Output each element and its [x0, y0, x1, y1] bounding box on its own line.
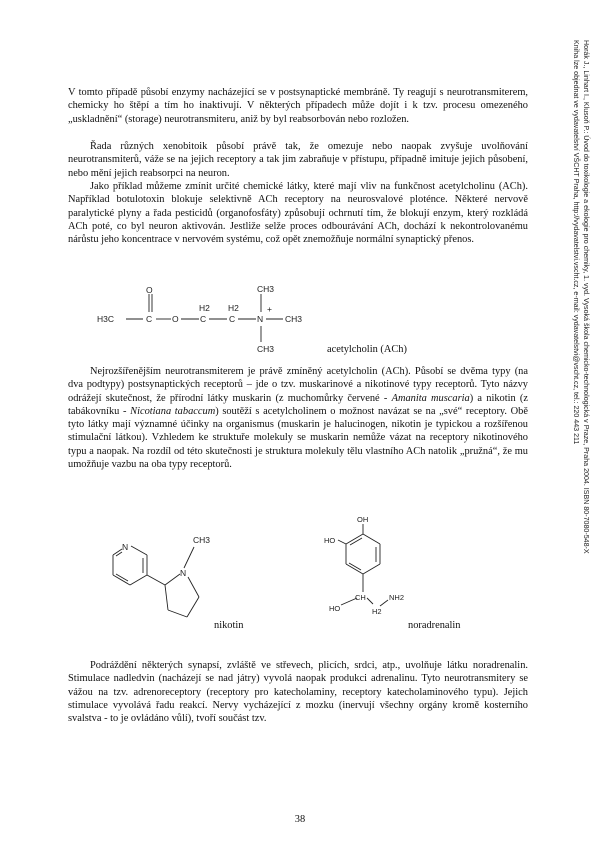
ach-carbon-carbonyl: C [146, 314, 153, 324]
citation-sidebar [543, 40, 593, 600]
receptors-text-a: Nejrozšířenějším neurotransmiterem je právě zmíněný acetylcholin (ACh). Působí se dvěma typy (na dva podtypy) postsynaptických receptorů – jde o tzv. muskarinové a nikotinové typy receptorů. Tyto názvy odrážejí skutečnost, že přírodní látky muskarin (z muchomůrky červené - [68, 366, 528, 404]
ach-h2-b: H2 [228, 303, 239, 313]
nicotine-methyl: CH3 [193, 535, 211, 545]
ach-methyl-top: CH3 [257, 284, 275, 294]
nicotine-pyrrolidine-nitrogen: N [180, 568, 187, 578]
ach-plus-charge: + [267, 304, 272, 314]
nicotine-pyridine-nitrogen: N [122, 542, 129, 552]
paragraph-receptors [68, 365, 528, 471]
ach-carbon-a: C [200, 314, 207, 324]
paragraph-xenobiotics: Řada různých xenobitoik působí právě tak, že omezuje nebo naopak zvyšuje uvolňování neurotransmiterů, váže se na jejich receptory a tak jim zabraňuje v přístupu, případně imituje jejich působení, nebo mění jejich reabsorpci na neuron. [68, 141, 528, 179]
page-number: 38 [294, 814, 306, 825]
ach-nitrogen: N [257, 314, 264, 324]
noradrenaline-nh2: NH2 [389, 593, 405, 602]
ach-carbon-b: C [229, 314, 236, 324]
noradrenaline-caption: noradrenalin [408, 620, 461, 631]
noradrenaline-ho-left: HO [324, 536, 336, 545]
ach-methyl-right: CH3 [285, 314, 303, 324]
receptors-text-c: ) soutěží s acetylcholinem o možnost navázat se na „své“ receptory. Obě tyto látky mají významné účinky na organismus (muskarin je halucinogen, nikotin je typickou a rozšířenou stimulační látkou). Vzhledem ke struktuře molekuly se muskarin nemůže vázat na receptory nikotinového typu a naopak. Na rozdíl od této skutečnosti je struktura molekuly tělu vlastního ACh natolik „pružná“, že mu umožňuje vazbu na oba typy receptorů. [68, 405, 528, 471]
paragraph-noradrenaline: Podráždění některých synapsí, zvláště ve střevech, plicích, srdci, atp., uvolňuje látku noradrenalin. Stimulace nadledvin (nacházejí se nad játry) vyvolá naopak produkci adrenalinu. Tyto neurotransmitery se vážou na tzv. adrenoreceptory (receptory pro katecholaminy, receptory katecholaminového typu). Jejich stimulace vyvolává řadu reakcí. Nervy vycházející z mozku (inervují všechny orgány kromě kosterního svalstva - to je ovládáno vůlí), tvoří součást tzv. [68, 660, 528, 725]
nicotiana-tabaccum: Nicotiana tabaccum [130, 405, 216, 417]
noradrenaline-ho-side: HO [329, 604, 341, 613]
ach-methyl-bottom: CH3 [257, 344, 275, 354]
nicotine-structure [95, 525, 245, 635]
acetylcholine-caption: acetylcholin (ACh) [327, 344, 407, 355]
amanita-muscaria: Amanita muscaria [391, 392, 470, 404]
acetylcholine-structure [95, 284, 335, 364]
paragraph-acetylcholine-examples: Jako příklad můžeme zmínit určité chemické látky, které mají vliv na funkčnost acetylcholinu (ACh). Například botulotoxin blokuje selektivně ACh receptory na neurosvalové ploténce. Některé nervově paralytické plyny a řada pesticidů (organofosfáty) způsobují ochrnutí tím, že blokují enzym, který rozkládá ACh poté, co byl neuron aktivován. Jestliže selže proces odbourávání ACh, dochází k nekontrolovanému nárůstu jeho koncentrace v nervovém systému, což opět znemožňuje normální synaptický přenos. [68, 181, 528, 246]
ach-oxygen-ester: O [172, 314, 179, 324]
ach-h3c: H3C [97, 314, 115, 324]
noradrenaline-oh-top: OH [357, 515, 369, 524]
noradrenaline-ch: CH [355, 593, 366, 602]
citation-line-1: Horák J., Linhart I., Klusoň P.: Úvod do toxikologie a ekologie pro chemiky, 1. vyd. Vysoká škola chemicko-technologická v Praze, Praha 2004. ISBN 80-7080-548-X [582, 40, 590, 554]
ach-oxygen-double: O [146, 285, 153, 295]
noradrenaline-structure [305, 512, 425, 632]
nicotine-caption: nikotin [214, 620, 244, 631]
paragraph-enzymes: V tomto případě působí enzymy nacházející se v postsynaptické membráně. Ty reagují s neurotransmiterem, chemicky ho štěpí a tím ho inaktivují. V některých případech může dojít i k tzv. procesu omezeného „uskladnění“ (storage) neurotransmiteru, aniž by byl reabsorbován nebo rozložen. [68, 87, 528, 125]
receptors-text-b: ) a nikotin (z tabákovníku - [68, 392, 528, 417]
noradrenaline-h2: H2 [372, 607, 382, 616]
citation-line-2: Kniha lze objednat ve vydavatelství VŠCHT Praha, http://vydavatelstvi.vscht.cz, e-mail: vydavatelstvi@vscht.cz, tel.: 220 443 211 [572, 40, 580, 445]
ach-h2-a: H2 [199, 303, 210, 313]
